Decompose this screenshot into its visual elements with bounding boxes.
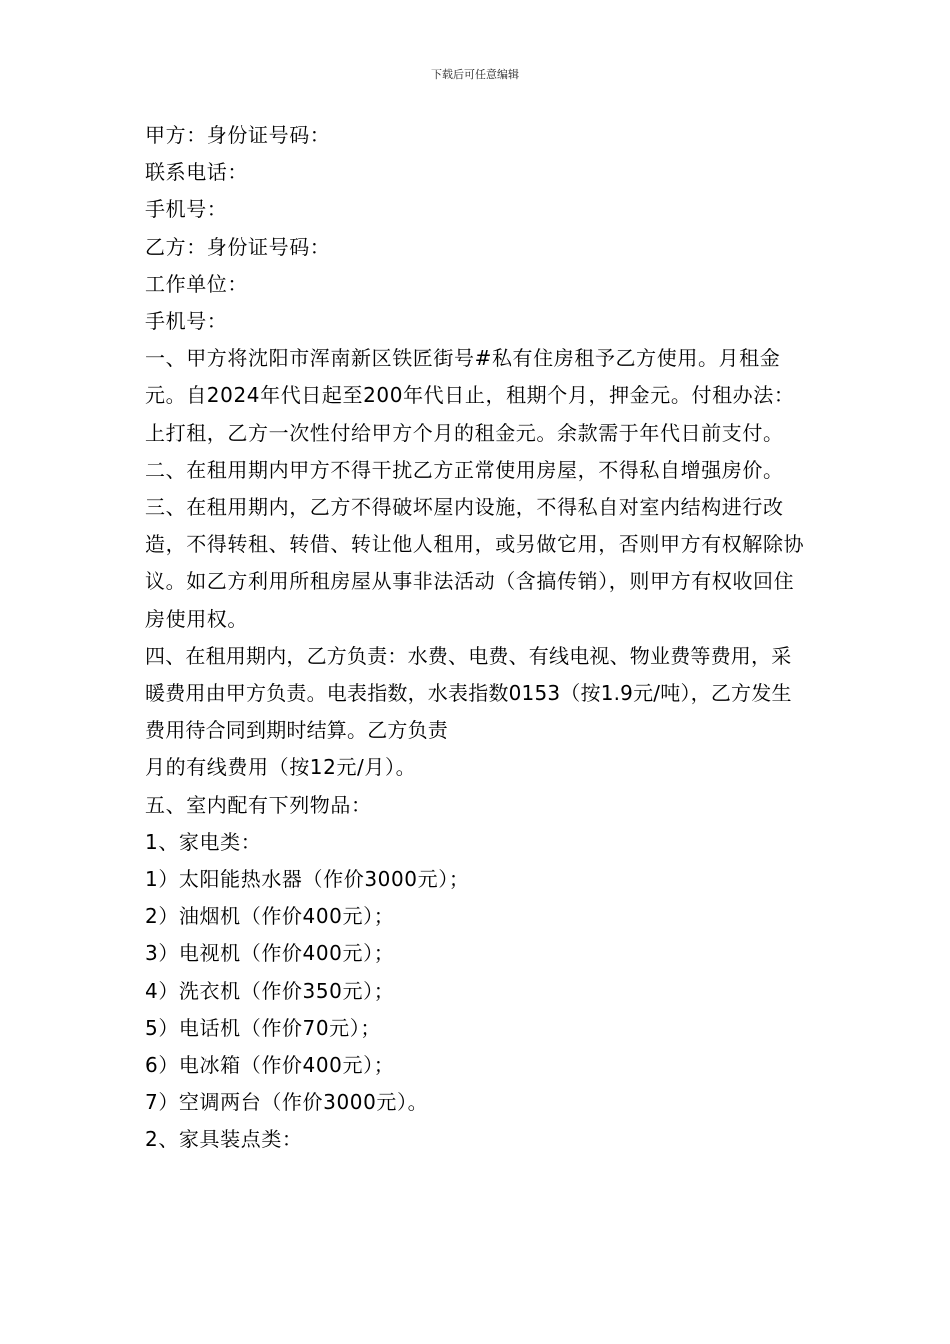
list-item: 1）太阳能热水器（作价3000元）； [145, 867, 470, 892]
clause-3: 三、在租用期内，乙方不得破坏屋内设施，不得私自对室内结构进行改造，不得转租、转借、转让他人租用，或另做它用，否则甲方有权解除协议。如乙方利用所租房屋从事非法活动（含搞传销），则甲方有权收回住房使用权。 [145, 495, 805, 631]
appliances-heading: 1、家电类： [145, 829, 262, 854]
party-a-id-line: 甲方：身份证号码： [145, 123, 331, 147]
party-b-id-line: 乙方：身份证号码： [145, 234, 331, 259]
document-body [145, 117, 810, 1159]
clause-4-continued: 月的有线费用（按12元/月）。 [145, 755, 417, 780]
mobile-line-a: 手机号： [145, 197, 228, 222]
list-item: 3）电视机（作价400元）； [145, 941, 395, 966]
clause-1: 一、甲方将沈阳市浑南新区铁匠街号#私有住房租予乙方使用。月租金元。自2024年代日起至200年代日止，租期个月，押金元。付租办法：上打租，乙方一次性付给甲方个月的租金元。余款需于年代日前支付。 [145, 346, 795, 445]
clause-2: 二、在租用期内甲方不得干扰乙方正常使用房屋，不得私自增强房价。 [145, 457, 784, 482]
list-item: 7）空调两台（作价3000元）。 [145, 1090, 429, 1115]
mobile-line-b: 手机号： [145, 309, 228, 334]
list-item: 6）电冰箱（作价400元）； [145, 1053, 395, 1078]
work-unit-line: 工作单位： [145, 271, 248, 296]
header-note: 下载后可任意编辑 [431, 68, 519, 81]
clause-5-heading: 五、室内配有下列物品： [145, 792, 372, 817]
list-item: 5）电话机（作价70元）； [145, 1015, 381, 1040]
furniture-heading: 2、家具装点类： [145, 1127, 303, 1152]
list-item: 2）油烟机（作价400元）； [145, 904, 395, 929]
list-item: 4）洗衣机（作价350元）； [145, 978, 395, 1003]
contact-phone-line: 联系电话： [145, 160, 248, 185]
clause-4: 四、在租用期内，乙方负责：水费、电费、有线电视、物业费等费用，采暖费用由甲方负责。电表指数，水表指数0153（按1.9元/吨），乙方发生费用待合同到期时结算。乙方负责 [145, 643, 792, 743]
